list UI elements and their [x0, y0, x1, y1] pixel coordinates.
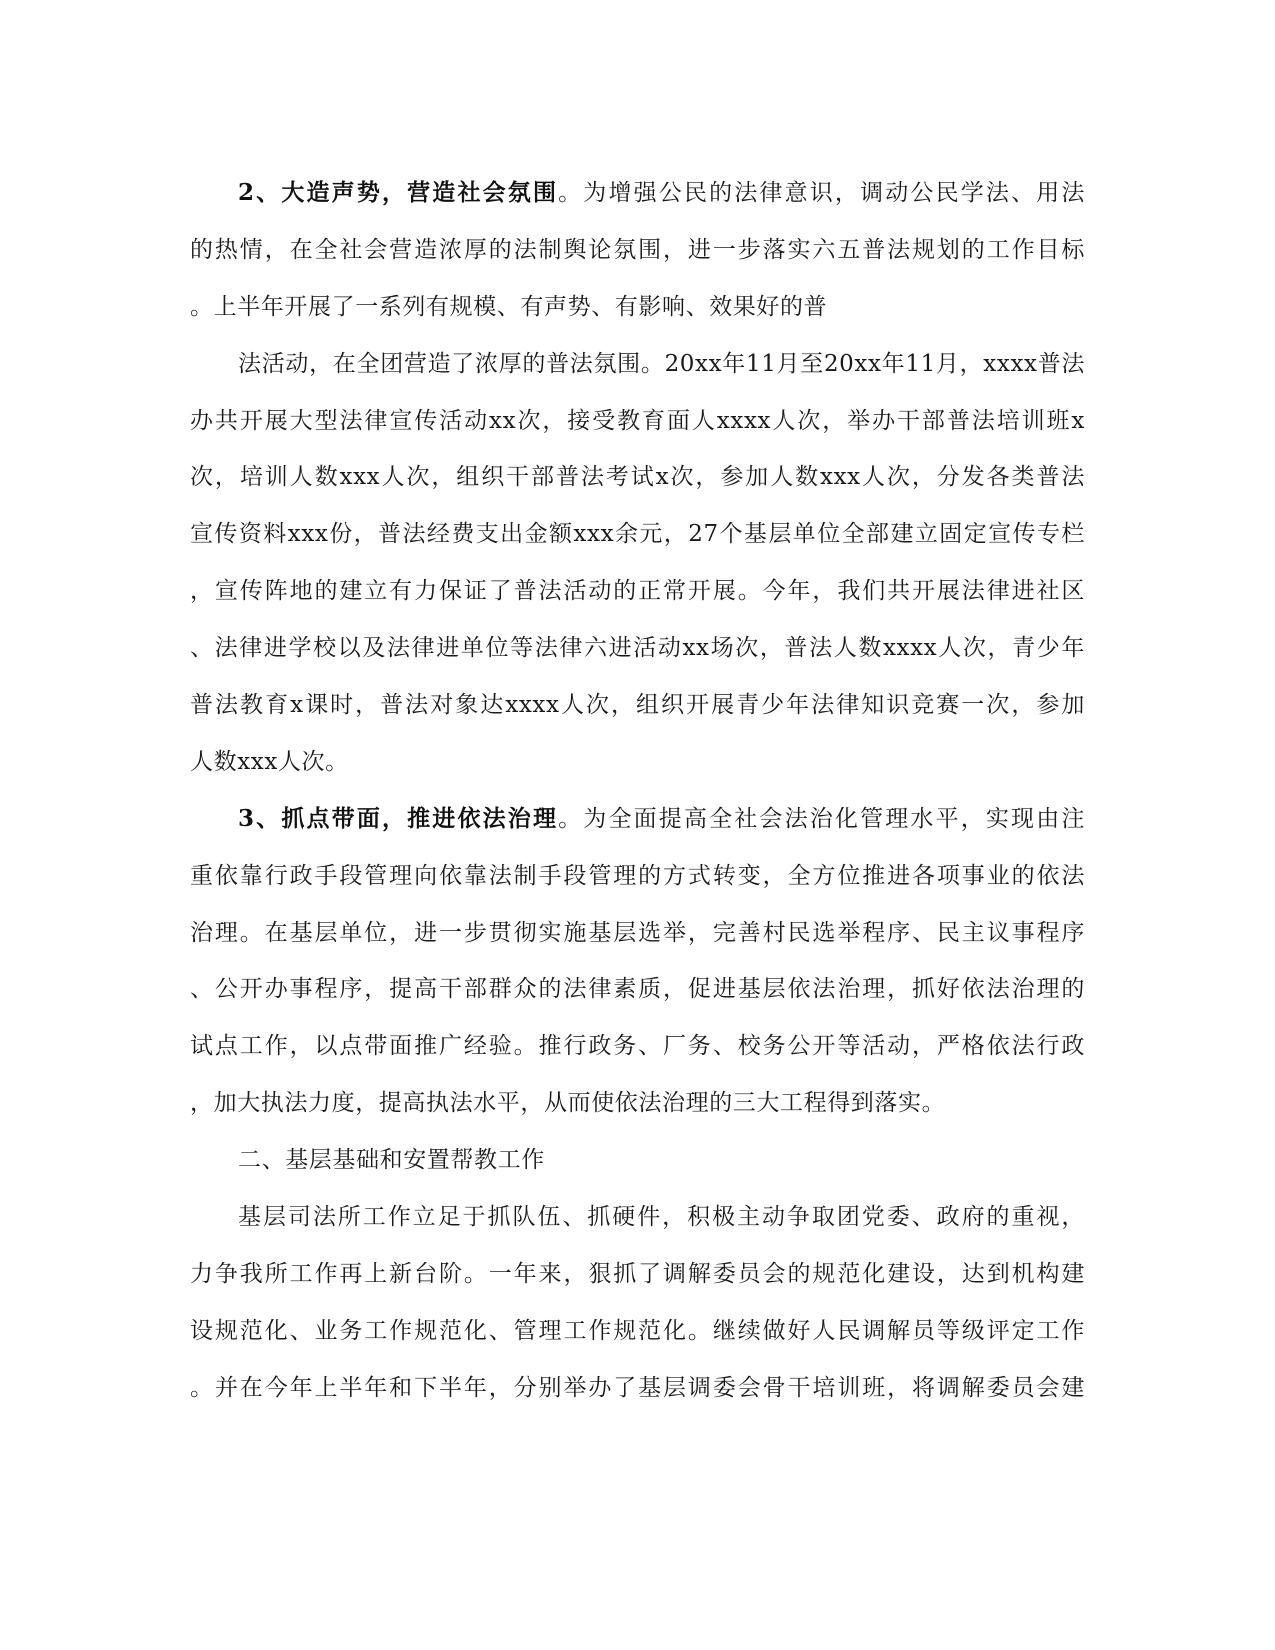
document-page — [190, 165, 1085, 1417]
text-line: 宣传资料xxx份，普法经费支出金额xxx余元，27个基层单位全部建立固定宣传专栏 — [190, 521, 1085, 548]
section-title: 二、基层基础和安置帮教工作 — [238, 1147, 545, 1174]
paragraph — [190, 1132, 1085, 1189]
text-line: 、法律进学校以及法律进单位等法律六进活动xx场次，普法人数xxxx人次，青少年 — [190, 635, 1085, 662]
text-line: ，加大执法力度，提高执法水平，从而使依法治理的三大工程得到落实。 — [190, 1090, 946, 1117]
text-line: 基层司法所工作立足于抓队伍、抓硬件，积极主动争取团党委、政府的重视， — [238, 1204, 1085, 1231]
text-line: 、公开办事程序，提高干部群众的法律素质，促进基层依法治理，抓好依法治理的 — [190, 976, 1085, 1003]
paragraph — [190, 165, 1085, 336]
paragraph — [190, 336, 1085, 791]
text-line: 普法教育x课时，普法对象达xxxx人次，组织开展青少年法律知识竞赛一次，参加 — [190, 692, 1085, 719]
text-line: 3、抓点带面，推进依法治理。为全面提高全社会法治化管理水平，实现由注 — [238, 804, 1085, 832]
text-line: 法活动，在全团营造了浓厚的普法氛围。20xx年11月至20xx年11月，xxxx普法 — [238, 350, 1085, 377]
text-line: 2、大造声势，营造社会氛围。为增强公民的法律意识，调动公民学法、用法 — [238, 179, 1085, 206]
text-line: 。上半年开展了一系列有规模、有声势、有影响、效果好的普 — [190, 293, 828, 320]
text-line: 人数xxx人次。 — [190, 748, 349, 775]
text-line: 次，培训人数xxx人次，组织干部普法考试x次，参加人数xxx人次，分发各类普法 — [190, 464, 1085, 491]
text-line: 设规范化、业务工作规范化、管理工作规范化。继续做好人民调解员等级评定工作 — [190, 1317, 1085, 1344]
paragraph — [190, 1189, 1085, 1417]
section-heading: 2、大造声势，营造社会氛围 — [238, 179, 559, 206]
paragraph — [190, 791, 1085, 1132]
text-line: 。并在今年上半年和下半年，分别举办了基层调委会骨干培训班，将调解委员会建 — [190, 1374, 1085, 1401]
section-heading: 3、抓点带面，推进依法治理 — [238, 804, 559, 832]
text-line: 试点工作，以点带面推广经验。推行政务、厂务、校务公开等活动，严格依法行政 — [190, 1033, 1085, 1060]
text-line: 的热情，在全社会营造浓厚的法制舆论氛围，进一步落实六五普法规划的工作目标 — [190, 236, 1085, 263]
text-line: 办共开展大型法律宣传活动xx次，接受教育面人xxxx人次，举办干部普法培训班x — [190, 407, 1085, 434]
text-line: 治理。在基层单位，进一步贯彻实施基层选举，完善村民选举程序、民主议事程序 — [190, 919, 1085, 946]
text-line: 力争我所工作再上新台阶。一年来，狠抓了调解委员会的规范化建设，达到机构建 — [190, 1260, 1085, 1287]
text-line: ，宣传阵地的建立有力保证了普法活动的正常开展。今年，我们共开展法律进社区 — [190, 578, 1085, 605]
text-line: 重依靠行政手段管理向依靠法制手段管理的方式转变，全方位推进各项事业的依法 — [190, 862, 1085, 889]
